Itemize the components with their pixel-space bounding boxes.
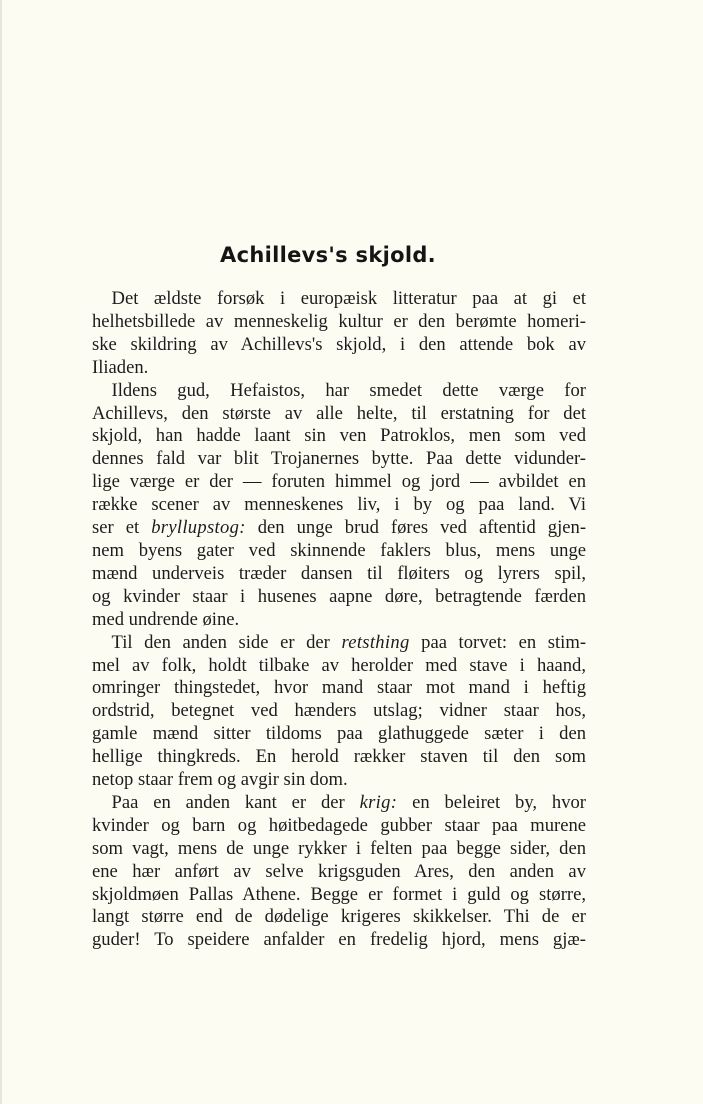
text-line: helhetsbillede av menneskelig kultur er den berømte homeri- — [92, 310, 586, 332]
text-line: som vagt, mens de unge rykker i felten paa begge sider, den — [92, 837, 586, 859]
text-line: kvinder og barn og høitbedagede gubber staar paa murene — [92, 814, 586, 836]
text-line: skjold, han hadde laant sin ven Patroklos, men som ved — [92, 425, 586, 447]
text-line: omringer thingstedet, hvor mand staar mot mand i heftig — [92, 677, 586, 699]
text-line — [92, 632, 586, 655]
body-text — [92, 288, 586, 952]
text-line: række scener av menneskenes liv, i by og paa land. Vi — [92, 494, 586, 516]
text-line: ordstrid, betegnet ved hænders utslag; vidner staar hos, — [92, 700, 586, 722]
text-line: mel av folk, holdt tilbake av herolder med stave i haand, — [92, 654, 586, 676]
text-line — [92, 517, 586, 540]
page-title: Achillevs's skjold. — [220, 243, 436, 267]
text-line: og kvinder staar i husenes aapne døre, betragtende færden — [92, 585, 586, 607]
italic-term: krig: — [359, 791, 398, 813]
text-line: Ildens gud, Hefaistos, har smedet dette værge for — [111, 379, 586, 401]
text-line: Iliaden. — [92, 356, 149, 378]
text-segment: Til den anden side er der — [111, 631, 330, 653]
text-line: ske skildring av Achillevs's skjold, i den attende bok av — [92, 333, 586, 355]
text-line: ene hær anført av selve krigsguden Ares, den anden av — [92, 860, 586, 882]
text-line: skjoldmøen Pallas Athene. Begge er formet i guld og større, — [92, 883, 586, 905]
text-line: lige værge er der — foruten himmel og jord — avbildet en — [92, 471, 586, 493]
text-line: netop staar frem og avgir sin dom. — [92, 769, 348, 791]
text-line: dennes fald var blit Trojanernes bytte. Paa dette vidunder- — [92, 448, 586, 470]
paragraph-3 — [92, 632, 586, 792]
paragraph-4 — [92, 792, 586, 952]
text-segment: den unge brud føres ved aftentid gjen- — [257, 517, 587, 539]
text-line: mænd underveis træder dansen til fløiters og lyrers spil, — [92, 562, 586, 584]
italic-term: retsthing — [341, 631, 410, 653]
text-line: med undrende øine. — [92, 608, 240, 630]
text-segment: en beleiret by, hvor — [412, 791, 586, 813]
text-line — [92, 792, 586, 815]
text-line: nem byens gater ved skinnende faklers blus, mens unge — [92, 539, 586, 561]
text-line: guder! To speidere anfalder en fredelig hjord, mens gjæ- — [92, 929, 586, 951]
text-segment: Paa en anden kant er der — [111, 791, 345, 813]
text-segment: paa torvet: en stim- — [421, 631, 587, 653]
paragraph-1 — [92, 288, 586, 380]
italic-term: bryllupstog: — [151, 517, 246, 539]
text-line: langt større end de dødelige krigeres skikkelser. Thi de er — [92, 906, 586, 928]
text-line: Achillevs, den største av alle helte, til erstatning for det — [92, 402, 586, 424]
text-segment: ser et — [92, 517, 140, 539]
text-line: gamle mænd sitter tildoms paa glathuggede sæter i den — [92, 723, 586, 745]
paragraph-2 — [92, 380, 586, 632]
text-line: hellige thingkreds. En herold rækker staven til den som — [92, 746, 586, 768]
text-line: Det ældste forsøk i europæisk litteratur paa at gi et — [111, 288, 586, 309]
